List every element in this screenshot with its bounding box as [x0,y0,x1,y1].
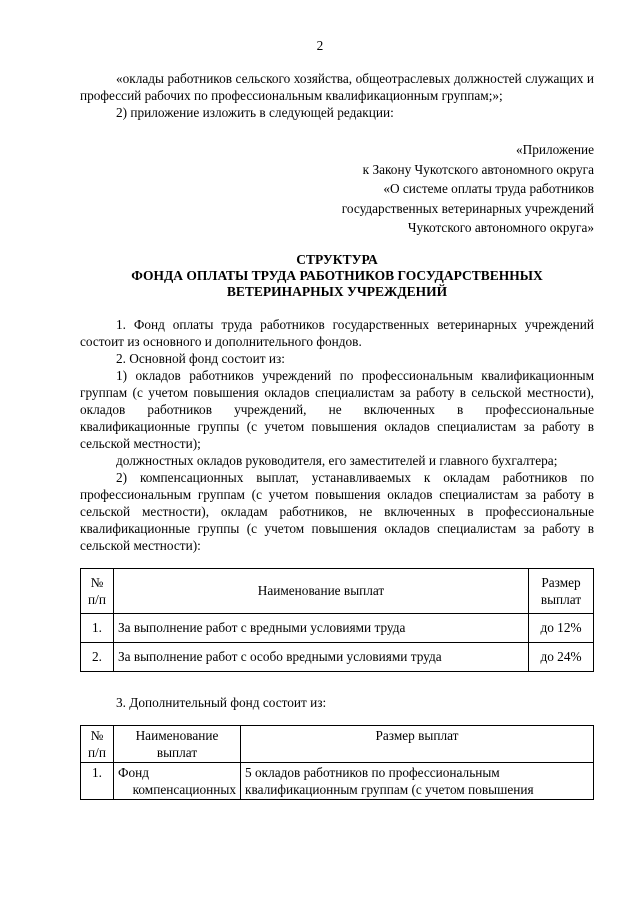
row-size: до 24% [529,642,594,671]
appendix-line-5: Чукотского автономного округа» [407,220,594,235]
appendix-line-3: «О системе оплаты труда работников [383,181,594,196]
row-num: 1. [81,613,114,642]
header-name: Наименование выплат [114,725,241,762]
section-3-caption: 3. Дополнительный фонд состоит из: [116,694,327,710]
intro-item-2: 2) приложение изложить в следующей редакции: [116,105,394,120]
row-name: За выполнение работ с особо вредными условиями труда [114,642,529,671]
table-header-row [81,725,594,762]
appendix-line-4: государственных ветеринарных учреждений [341,200,594,216]
header-size: Размер выплат [241,725,594,762]
paragraph-3: 1) окладов работников учреждений по профессиональным квалификационным группам (с учетом повышения окладов специалистам за работу в сельской местности), окладов работников учреждений, не включенных в профессиональные квалификационные группы (с учетом повышения окладов специалистам за работу в сельской местности); [80,367,594,451]
table-row [81,762,594,799]
table-row [81,642,594,671]
document-title [80,252,594,300]
header-num: № п/п [81,725,114,762]
table-row [81,613,594,642]
row-num: 1. [81,762,114,799]
title-line-3: ВЕТЕРИНАРНЫХ УЧРЕЖДЕНИЙ [226,283,448,299]
title-line-1: СТРУКТУРА [296,251,378,267]
appendix-line-1: «Приложение [515,142,594,157]
paragraph-5: 2) компенсационных выплат, устанавливаемых к окладам работников по профессиональным группам (с учетом повышения окладов специалистам за работу в сельской местности), окладам работников, не включенных в профессиональные квалификационные группы (с учетом повышения окладов специалистам за работу в сельской местности): [80,469,594,553]
header-num: № п/п [81,568,114,613]
page-number: 2 [316,38,324,53]
row-name: Фонд компенсационных [114,762,241,799]
paragraph-1: 1. Фонд оплаты труда работников государственных ветеринарных учреждений состоит из основного и дополнительного фондов. [80,316,594,349]
additional-fund-table [80,725,594,800]
paragraph-2: 2. Основной фонд состоит из: [116,350,285,366]
appendix-line-2: к Закону Чукотского автономного округа [362,161,594,177]
header-name: Наименование выплат [114,568,529,613]
table-header-row [81,568,594,613]
appendix-heading [80,140,594,238]
row-size: до 12% [529,613,594,642]
paragraph-4: должностных окладов руководителя, его заместителей и главного бухгалтера; [116,452,558,468]
intro-quote: «оклады работников сельского хозяйства, общеотраслевых должностей служащих и профессий рабочих по профессиональным квалификационным группам;»; [80,71,594,103]
row-num: 2. [81,642,114,671]
title-line-2: ФОНДА ОПЛАТЫ ТРУДА РАБОТНИКОВ ГОСУДАРСТВЕННЫХ [131,267,543,283]
row-size: 5 окладов работников по профессиональным квалификационным группам (с учетом повышения [241,762,594,799]
row-name: За выполнение работ с вредными условиями труда [114,613,529,642]
document-body [80,70,594,800]
header-size: Размер выплат [529,568,594,613]
compensation-payments-table [80,568,594,672]
